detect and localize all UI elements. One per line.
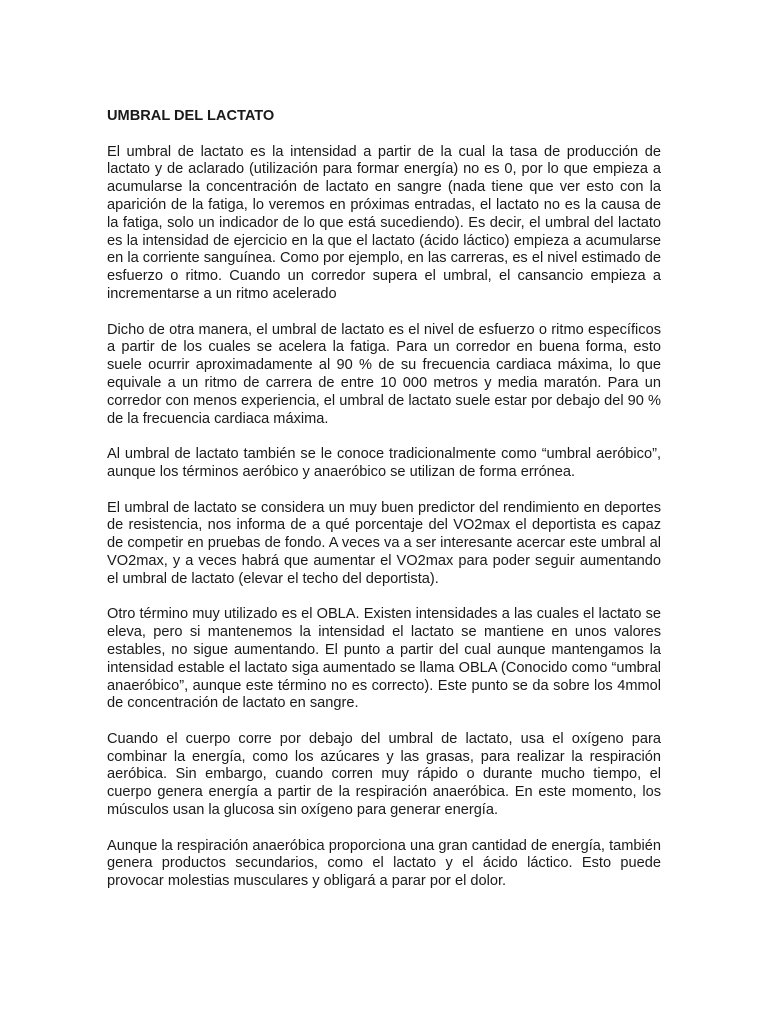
paragraph-7: Aunque la respiración anaeróbica proporciona una gran cantidad de energía, también genera productos secundarios, como el lactato y el ácido láctico. Esto puede provocar molestias musculares y obligará a parar por el dolor.	[107, 837, 661, 890]
paragraph-3: Al umbral de lactato también se le conoce tradicionalmente como “umbral aeróbico”, aunque los términos aeróbico y anaeróbico se utilizan de forma errónea.	[107, 446, 661, 480]
paragraph-6: Cuando el cuerpo corre por debajo del umbral de lactato, usa el oxígeno para combinar la energía, como los azúcares y las grasas, para realizar la respiración aeróbica. Sin embargo, cuando corren muy rápido o durante mucho tiempo, el cuerpo genera energía a partir de la respiración anaeróbica. En este momento, los músculos usan la glucosa sin oxígeno para generar energía.	[107, 730, 661, 819]
paragraph-2: Dicho de otra manera, el umbral de lactato es el nivel de esfuerzo o ritmo específicos a partir de los cuales se acelera la fatiga. Para un corredor en buena forma, esto suele ocurrir aproximadamente al 90 % de su frecuencia cardiaca máxima, lo que equivale a un ritmo de carrera de entre 10 000 metros y media maratón. Para un corredor con menos experiencia, el umbral de lactato suele estar por debajo del 90 % de la frecuencia cardiaca máxima.	[107, 321, 661, 427]
document-page	[107, 108, 661, 891]
paragraph-1: El umbral de lactato es la intensidad a partir de la cual la tasa de producción de lactato y de aclarado (utilización para formar energía) no es 0, por lo que empieza a acumularse la concentración de lactato en sangre (nada tiene que ver esto con la aparición de la fatiga, lo veremos en próximas entradas, el lactato no es la causa de la fatiga, solo un indicador de lo que está sucediendo). Es decir, el umbral del lactato es la intensidad de ejercicio en la que el lactato (ácido láctico) empieza a acumularse en la corriente sanguínea. Como por ejemplo, en las carreras, es el nivel estimado de esfuerzo o ritmo. Cuando un corredor supera el umbral, el cansancio empieza a incrementarse a un ritmo acelerado	[107, 143, 661, 302]
paragraph-4: El umbral de lactato se considera un muy buen predictor del rendimiento en deportes de resistencia, nos informa de a qué porcentaje del VO2max el deportista es capaz de competir en pruebas de fondo. A veces va a ser interesante acercar este umbral al VO2max, y a veces habrá que aumentar el VO2max para poder seguir aumentando el umbral de lactato (elevar el techo del deportista).	[107, 499, 661, 587]
paragraph-5: Otro término muy utilizado es el OBLA. Existen intensidades a las cuales el lactato se eleva, pero si mantenemos la intensidad el lactato se mantiene en unos valores estables, no sigue aumentando. El punto a partir del cual aunque mantengamos la intensidad estable el lactato siga aumentado se llama OBLA (Conocido como “umbral anaeróbico”, aunque este término no es correcto). Este punto se da sobre los 4mmol de concentración de lactato en sangre.	[107, 606, 661, 712]
document-title: UMBRAL DEL LACTATO	[107, 108, 275, 124]
